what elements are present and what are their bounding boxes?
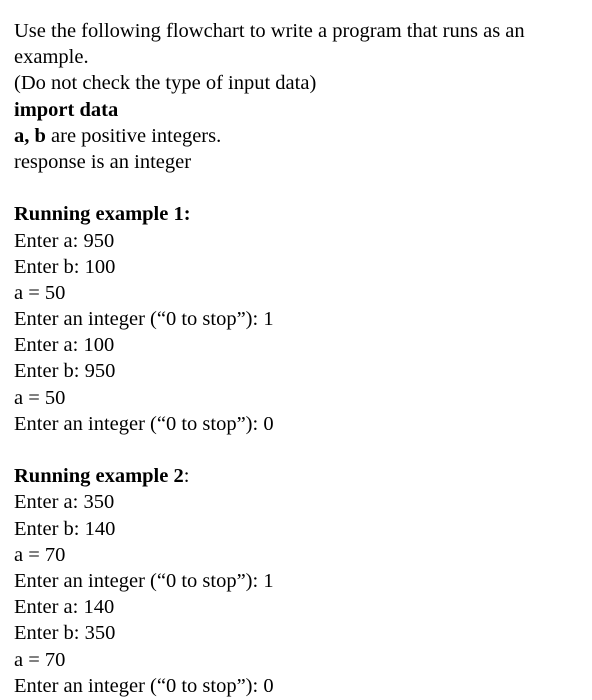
example-1-line: Enter a: 950 [14,229,115,252]
instruction-text: Use the following flowchart to write a program that runs as an example. [14,20,525,69]
example-2-line: Enter b: 350 [14,622,116,645]
example-1-line: Enter b: 100 [14,255,116,278]
example-1-line: Enter b: 950 [14,360,116,383]
ab-vars: a, b [14,124,46,147]
example-2-line: Enter an integer (“0 to stop”): 1 [14,569,274,592]
blank-line [14,437,584,463]
ab-description [14,123,584,149]
example-1-line: a = 50 [14,281,66,304]
example-2-line: Enter a: 350 [14,491,115,514]
ab-rest: are positive integers. [45,124,222,147]
example-2-title [14,463,584,489]
example-2-line: Enter an integer (“0 to stop”): 0 [14,674,274,697]
note-text: (Do not check the type of input data) [14,72,317,95]
example-2-line: a = 70 [14,648,66,671]
example-1-line: Enter an integer (“0 to stop”): 0 [14,412,274,435]
example-2-line: a = 70 [14,543,66,566]
example-2-title-colon: : [183,465,190,488]
example-2-title-text: Running example 2 [14,465,184,488]
example-1-title: Running example 1: [14,203,191,226]
example-2-line: Enter b: 140 [14,517,116,540]
example-1-line: a = 50 [14,386,66,409]
input-heading: import data [14,98,119,121]
example-2-line: Enter a: 140 [14,596,115,619]
document-body [14,18,584,699]
response-description: response is an integer [14,150,192,173]
blank-line [14,175,584,201]
example-1-line: Enter a: 100 [14,334,115,357]
example-1-line: Enter an integer (“0 to stop”): 1 [14,308,274,331]
